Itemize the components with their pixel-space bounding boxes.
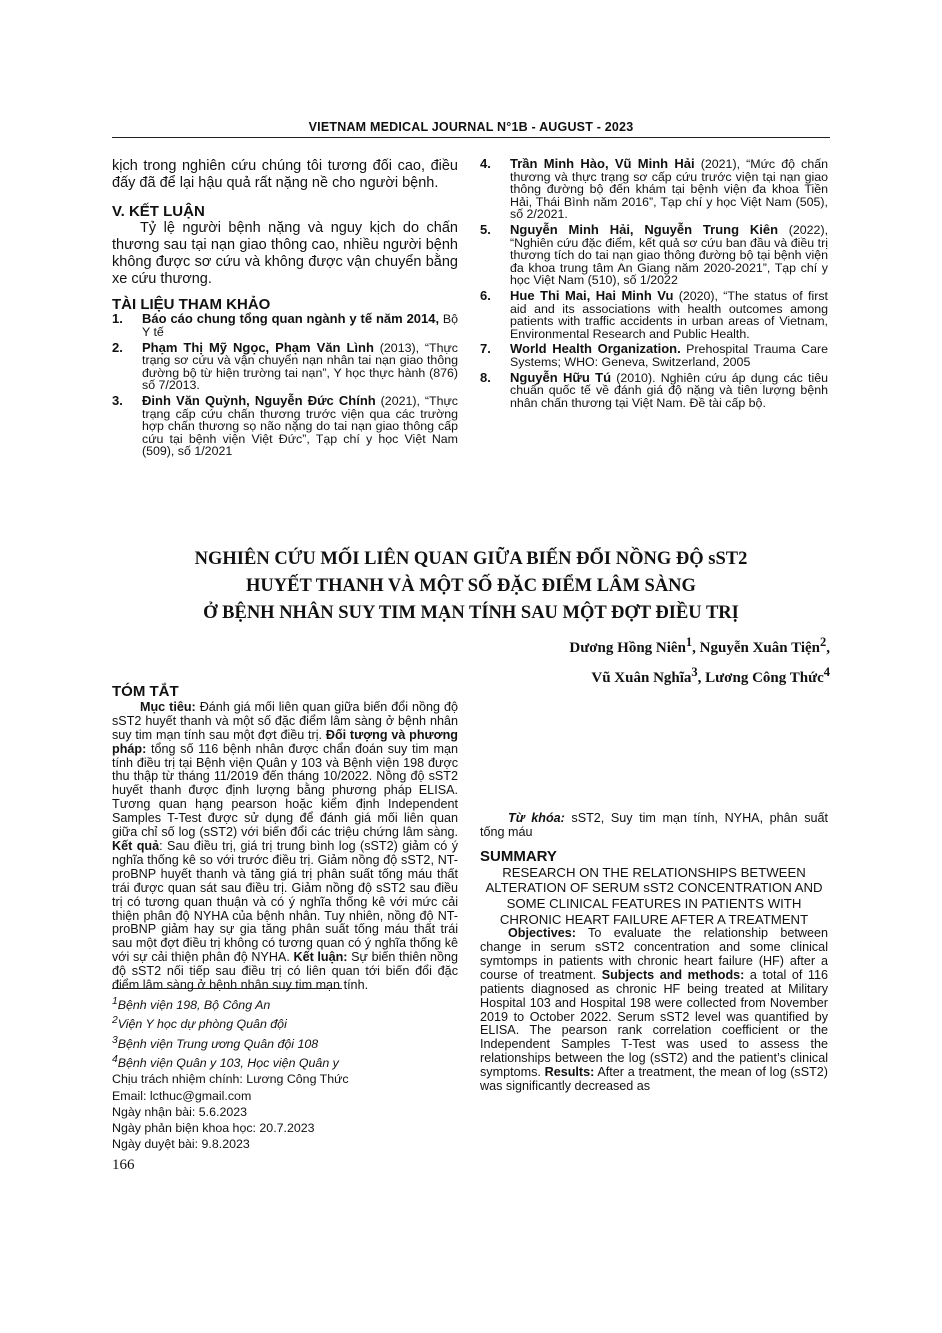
reference-item: 4. Trần Minh Hào, Vũ Minh Hải (2021), “Mức độ chấn thương và thực trạng sơ cấp cứu trước viện tại nạn giao thông đường bộ đến khám tại bệnh viện đa khoa Tiền Hải, Thái Bình năm 2016”, Tạp chí y học Việt Nam (505), số 2/2021.: [480, 156, 828, 222]
abstract-heading: TÓM TẮT: [112, 683, 179, 700]
right-column-abstract: [480, 812, 828, 1094]
reference-item: 5. Nguyễn Minh Hải, Nguyễn Trung Kiên (2022), “Nghiên cứu đặc điểm, kết quả sơ cứu ban đầu và điều trị thương tích do tai nạn giao thông đường bộ tại bệnh viện đa khoa trung tâm An Giang năm 2020-2021”, Tạp chí y học Việt Nam (510), số 1/2022: [480, 221, 829, 288]
authors: Dương Hồng Niên$^1$, Nguyễn Xuân Tiện$^2$, Vũ Xuân Nghĩa$^3$, Lương Công Thức$^4$: [569, 635, 830, 686]
author-name: Dương Hồng Niên: [569, 640, 686, 656]
author-name: Vũ Xuân Nghĩa: [591, 670, 692, 686]
reference-item: 7. World Health Organization. Prehospital Trauma Care Systems; WHO: Geneva, Switzerland, 2005: [480, 341, 828, 369]
summary-paragraph: Objectives: To evaluate the relationship between change in serum sST2 concentration and some clinical symtomps in patients with chronic heart failure (HF) after a course of treatment. Subjects and methods: a total of 116 patients diagnosed as chronic HF being treated at Military Hospital 103 and Hospital 198 were collected from November 2019 to October 2022. Serum sST2 level was quantified by ELISA. The pearson rank correlation coefficient or the Independent Samples T-Test was used to assess the relationships between the log (sST2) and the patient’s clinical symptoms. Results: After a treatment, the mean of log (sST2) was significantly decreased as: [480, 926, 828, 1094]
references-heading: TÀI LIỆU THAM KHẢO: [112, 296, 271, 314]
continuation-paragraph: kịch trong nghiên cứu chúng tôi tương đối cao, điều đấy đã để lại hậu quả rất nặng nề cho người bệnh.: [112, 158, 458, 191]
affiliation: $^2$Viện Y học dự phòng Quân đội: [112, 1015, 287, 1032]
affiliation: $^4$Bệnh viện Quân y 103, Học viện Quân y: [112, 1053, 339, 1071]
reference-item: 1. Báo cáo chung tổng quan ngành y tế năm 2014, Bộ Y tế: [112, 311, 458, 339]
received-date: Ngày nhận bài: 5.6.2023: [112, 1104, 248, 1119]
affiliation: $^3$Bệnh viện Trung ương Quân đội 108: [112, 1034, 319, 1051]
reference-item: 2. Phạm Thị Mỹ Ngọc, Phạm Văn Lình (2013), “Thực trạng sơ cứu và vận chuyển nạn nhân tai nạn giao thông đường bộ từ hiện trường tai nạn”, Y học thực hành (876) số 7/2013.: [112, 339, 458, 393]
footnote-rule: [112, 988, 342, 989]
author-name: Lương Công Thức: [705, 670, 824, 686]
summary-heading: SUMMARY: [480, 847, 557, 865]
page-number: 166: [112, 1157, 135, 1173]
affiliation: $^1$Bệnh viện 198, Bộ Công An: [112, 996, 271, 1013]
accepted-date: Ngày duyệt bài: 9.8.2023: [112, 1137, 250, 1152]
left-column-top: [112, 158, 458, 461]
responsible-author: Chịu trách nhiệm chính: Lương Công Thức: [112, 1072, 349, 1087]
conclusion-heading: V. KẾT LUẬN: [112, 203, 205, 220]
running-header: VIETNAM MEDICAL JOURNAL N°1B - AUGUST - 2023: [308, 120, 634, 134]
author-name: Nguyễn Xuân Tiện: [699, 640, 820, 656]
header-rule: [112, 137, 830, 138]
abstract-paragraph: Mục tiêu: Đánh giá mối liên quan giữa biến đổi nồng độ sST2 huyết thanh và một số đặc điểm lâm sàng ở bệnh nhân suy tim mạn tính sau một đợt điều trị. Đối tượng và phương pháp: tổng số 116 bệnh nhân được chẩn đoán suy tim mạn tính điều trị tại Bệnh viện Quân y 103 và Bệnh viện 198 được thu thập từ tháng 11/2019 đến tháng 10/2022. Nồng độ sST2 huyết thanh được định lượng bằng phương pháp ELISA. Tương quan hạng pearson hoặc kiểm định Independent Samples T-Test được sử dụng để đánh giá mối liên quan giữa chỉ số log (sST2) với biến đổi các triệu chứng lâm sàng. Kết quả: Sau điều trị, giá trị trung bình log (sST2) giảm có ý nghĩa thống kê so với trước điều trị. Giảm nồng độ sST2, NT-proBNP huyết thanh và tăng giá trị phân suất tống máu thất trái được quan sát sau điều trị. Giảm nồng độ sST2 sau điều trị có tương quan thuận và có ý nghĩa thống kê với mức cải thiện phân độ NYHA của bệnh nhân. Tuy nhiên, nồng độ NT-proBNP giảm hay sự gia tăng phân suất tống máu thất trái sau một đợt điều trị không có tương quan có ý nghĩa thống kê với sự cải thiện phân độ NYHA. Kết luận: Sự biến thiên nồng độ sST2 nối tiếp sau điều trị có liên quan tới biến đổi đặc điểm lâm sàng ở bệnh nhân suy tim mạn tính.: [112, 699, 458, 993]
right-column-top: [480, 158, 828, 412]
reference-item: 6. Hue Thi Mai, Hai Minh Vu (2020), “The status of first aid and its associations with health outcomes among patients with traffic accidents in urban areas of Vietnam, Environmental Research and Public Health.: [480, 287, 828, 341]
footnotes: [112, 994, 458, 1152]
review-date: Ngày phản biện khoa học: 20.7.2023: [112, 1120, 315, 1135]
summary-title: RESEARCH ON THE RELATIONSHIPS BETWEEN ALTERATION OF SERUM sST2 CONCENTRATION AND SOME CLINICAL FEATURES IN PATIENTS WITH CHRONIC HEART FAILURE AFTER A TREATMENT: [485, 864, 823, 927]
conclusion-paragraph: Tỷ lệ người bệnh nặng và nguy kịch do chấn thương sau tại nạn giao thông cao, nhiều người bệnh không được sơ cứu và không được vận chuyển bằng xe cứu thương.: [112, 220, 458, 288]
abstract-vi: [112, 685, 458, 993]
reference-item: 8. Nguyễn Hữu Tú (2010). Nghiên cứu áp dụng các tiêu chuẩn quốc tế về đánh giá độ nặng và tiên lượng bệnh nhân chấn thương tại Việt Nam. Đề tài cấp bộ.: [480, 369, 828, 410]
article-title: NGHIÊN CỨU MỐI LIÊN QUAN GIỮA BIẾN ĐỔI NỒNG ĐỘ sST2 HUYẾT THANH VÀ MỘT SỐ ĐẶC ĐIỂM LÂM SÀNG Ở BỆNH NHÂN SUY TIM MẠN TÍNH SAU MỘT ĐỢT ĐIỀU TRỊ: [194, 549, 748, 623]
email: Email: lcthuc@gmail.com: [112, 1088, 252, 1103]
reference-item: 3. Đinh Văn Quỳnh, Nguyễn Đức Chính (2021), “Thực trạng cấp cứu chấn thương trước viện qua các trường hợp chấn thương sọ não nặng do tai nạn giao thông cấp cứu tại bệnh viện Việt Đức”, Tạp chí y học Việt Nam (509), số 1/2021: [112, 392, 458, 459]
keywords: Từ khóa: sST2, Suy tim mạn tính, NYHA, phân suất tống máu: [480, 811, 829, 839]
